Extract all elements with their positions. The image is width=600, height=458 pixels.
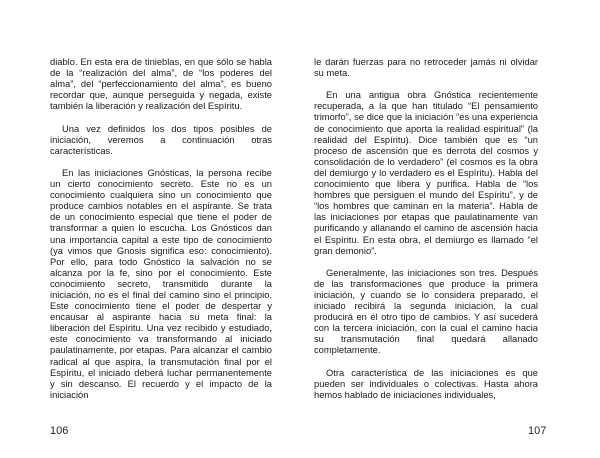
left-text-column [50, 57, 272, 401]
right-page [300, 0, 600, 458]
page-number: 106 [50, 425, 69, 437]
right-text-column [314, 57, 538, 401]
page-number: 107 [528, 425, 547, 437]
paragraph: En una antigua obra Gnóstica recientemente recuperada, a la que han titulado “El pensamiento trimorfo”, se dice que la iniciación “es una experiencia de conocimiento que aporta la realidad espiritual” (la realidad del Espíritu). Dice también que es “un proceso de ascensión que es derrota del cosmos y consolidación de lo verdadero” (el cosmos es la obra del demiurgo y lo verdadero es el Espíritu). Habla del conocimiento que libera y purifica. Habla de “los hombres que persiguen el mundo del Espíritu”, y de “los hombres que caminan en la materia”. Habla de las iniciaciones por etapas que paulatinamente van purificando y allanando el camino de ascensión hacia el Espíritu. En esta obra, el demiurgo es llamado “el gran demonio”. [314, 90, 538, 256]
paragraph: le darán fuerzas para no retroceder jamás ni olvidar su meta. [314, 57, 538, 79]
paragraph: diablo. En esta era de tinieblas, en que sólo se habla de la “realización del alma”, de “los poderes del alma”, del “perfeccionamiento del alma”, es bueno recordar que, aunque perseguida y negada, existe también la liberación y realización del Espíritu. [50, 57, 272, 112]
paragraph: Generalmente, las iniciaciones son tres. Después de las transformaciones que produce la primera iniciación, y cuando se lo considera preparado, el iniciado recibirá la segunda iniciación, la cual producirá en él otro tipo de cambios. Y así sucederá con la tercera iniciación, con la cual el camino hacia su transmutación final quedará allanado completamente. [314, 267, 538, 356]
paragraph: Una vez definidos los dos tipos posibles de iniciación, veremos a continuación otras características. [50, 123, 272, 156]
paragraph: En las iniciaciones Gnósticas, la persona recibe un cierto conocimiento secreto. Este no es un conocimiento cualquiera sino un conocimiento que produce cambios notables en el aspirante. Se trata de un conocimiento especial que tiene el poder de transformar a quien lo escucha. Los Gnósticos dan una importancia capital a este tipo de conocimiento (ya vimos que Gnosis significa eso: conocimiento). Por ello, para todo Gnóstico la salvación no se alcanza por la fe, sino por el conocimiento. Este conocimiento secreto, transmitido durante la iniciación, no es el final del camino sino el principio. Este conocimiento tiene el poder de despertar y encausar al aspirante hacia su meta final: la liberación del Espíritu. Una vez recibido y estudiado, este conocimiento va transformando al iniciado paulatinamente, por etapas. Para alcanzar el cambio radical al que aspira, la transmutación final por el Espíritu, el iniciado deberá luchar permanentemente y sin descanso. El recuerdo y el impacto de la iniciación [50, 167, 272, 400]
paragraph: Otra característica de las iniciaciones es que pueden ser individuales o colectivas. Hasta ahora hemos hablado de iniciaciones individuales, [314, 367, 538, 400]
